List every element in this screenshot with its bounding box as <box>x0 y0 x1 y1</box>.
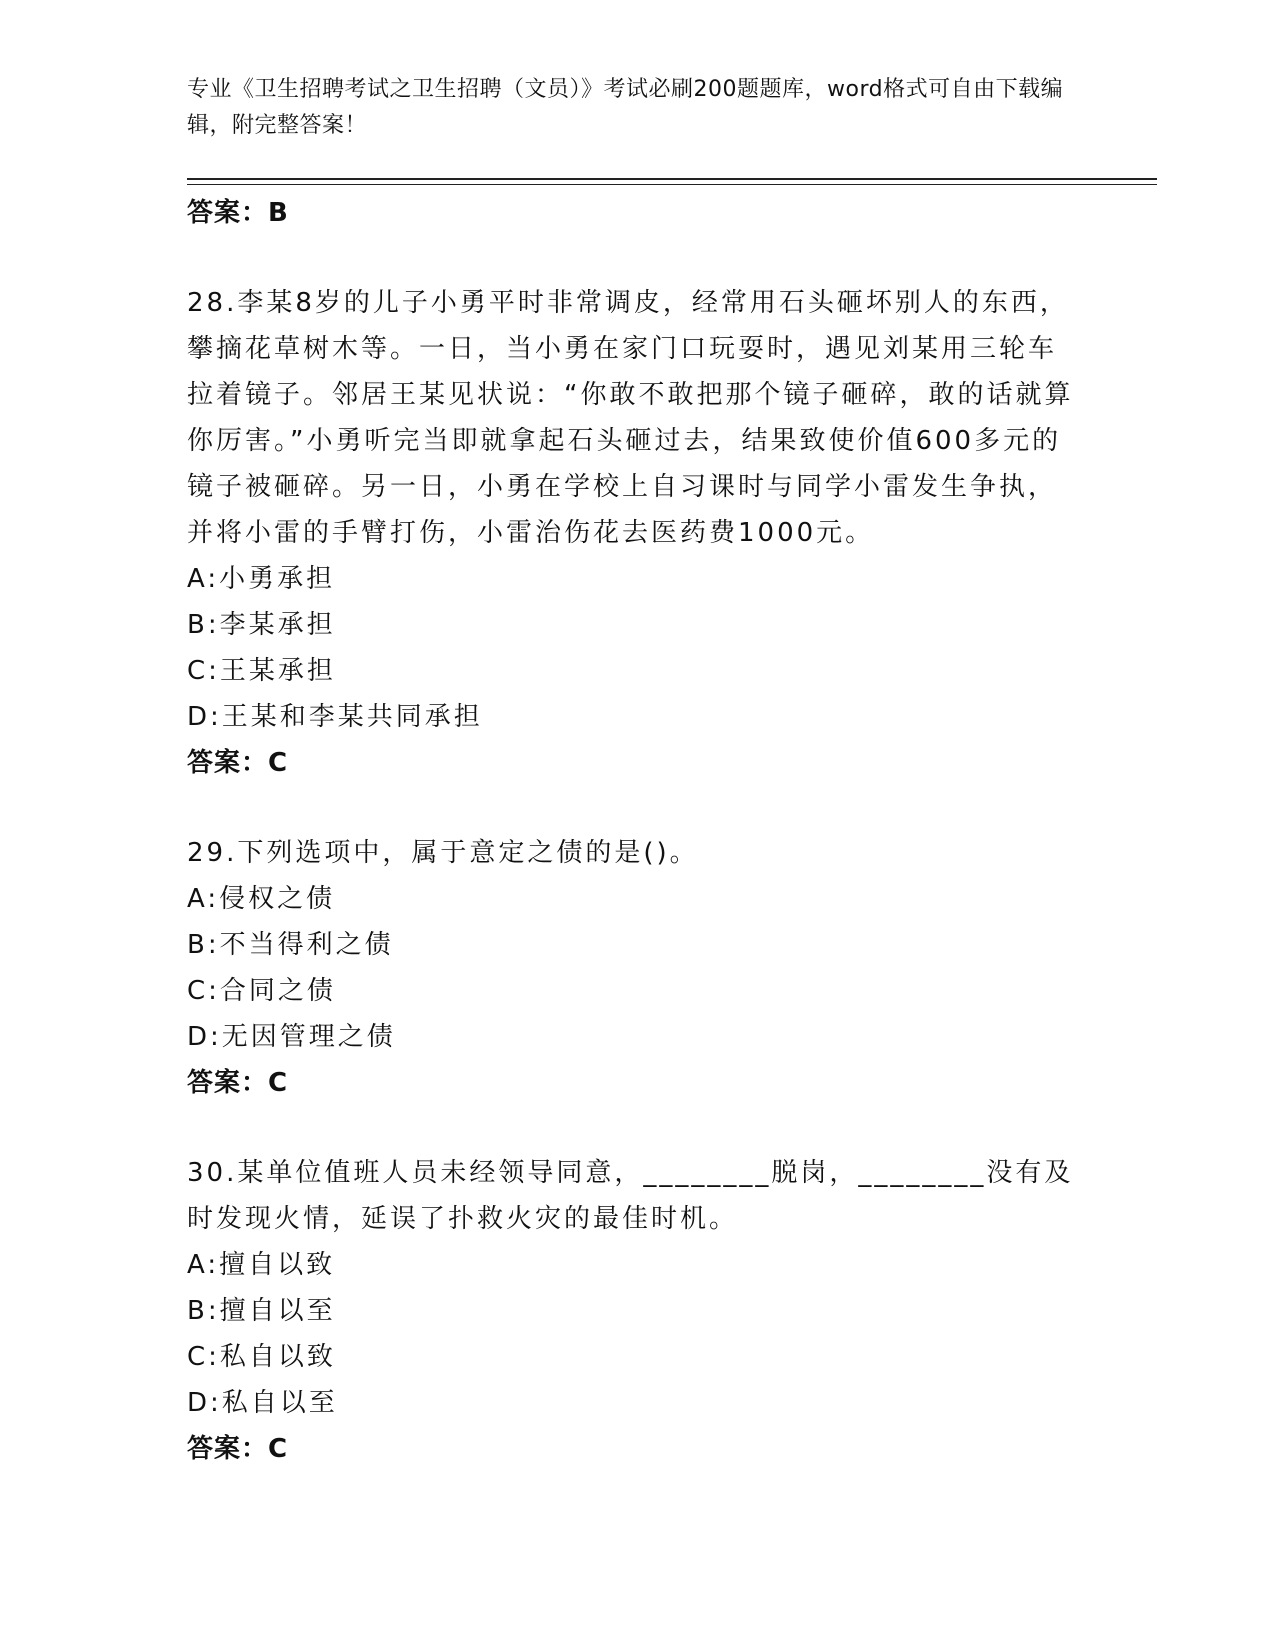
option-c: C:王某承担 <box>187 656 336 686</box>
answer: 答案：C <box>187 1434 289 1464</box>
option-d: D:无因管理之债 <box>187 1022 396 1052</box>
option-b: B:擅自以至 <box>187 1296 336 1326</box>
option-a: A:擅自以致 <box>187 1250 336 1280</box>
header-rule-thick <box>187 178 1157 180</box>
option-a: A:小勇承担 <box>187 564 336 594</box>
page-header: 专业《卫生招聘考试之卫生招聘（文员）》考试必刷200题题库，word格式可自由下载编辑，附完整答案！ <box>187 77 1064 138</box>
question-text: 29.下列选项中，属于意定之债的是()。 <box>187 838 699 868</box>
option-b: B:不当得利之债 <box>187 930 394 960</box>
question-block-29 <box>187 830 1077 1106</box>
answer: 答案：C <box>187 1068 289 1098</box>
question-block-28 <box>187 280 1077 786</box>
option-b: B:李某承担 <box>187 610 336 640</box>
question-text: 30.某单位值班人员未经领导同意，________脱岗，________没有及时发现火情，延误了扑救火灾的最佳时机。 <box>187 1158 1074 1234</box>
option-c: C:私自以致 <box>187 1342 336 1372</box>
option-c: C:合同之债 <box>187 976 336 1006</box>
previous-answer: 答案：B <box>187 198 289 228</box>
option-a: A:侵权之债 <box>187 884 336 914</box>
option-d: D:王某和李某共同承担 <box>187 702 483 732</box>
option-d: D:私自以至 <box>187 1388 338 1418</box>
main-content <box>187 190 1077 1472</box>
question-block-30 <box>187 1150 1077 1472</box>
header-rule-thin <box>187 184 1157 185</box>
answer: 答案：C <box>187 748 289 778</box>
question-text: 28.李某8岁的儿子小勇平时非常调皮，经常用石头砸坏别人的东西，攀摘花草树木等。一日，当小勇在家门口玩耍时，遇见刘某用三轮车拉着镜子。邻居王某见状说：“你敢不敢把那个镜子砸碎，敢的话就算你厉害。”小勇听完当即就拿起石头砸过去，结果致使价值600多元的镜子被砸碎。另一日，小勇在学校上自习课时与同学小雷发生争执，并将小雷的手臂打伤，小雷治伤花去医药费1000元。 <box>187 288 1074 548</box>
